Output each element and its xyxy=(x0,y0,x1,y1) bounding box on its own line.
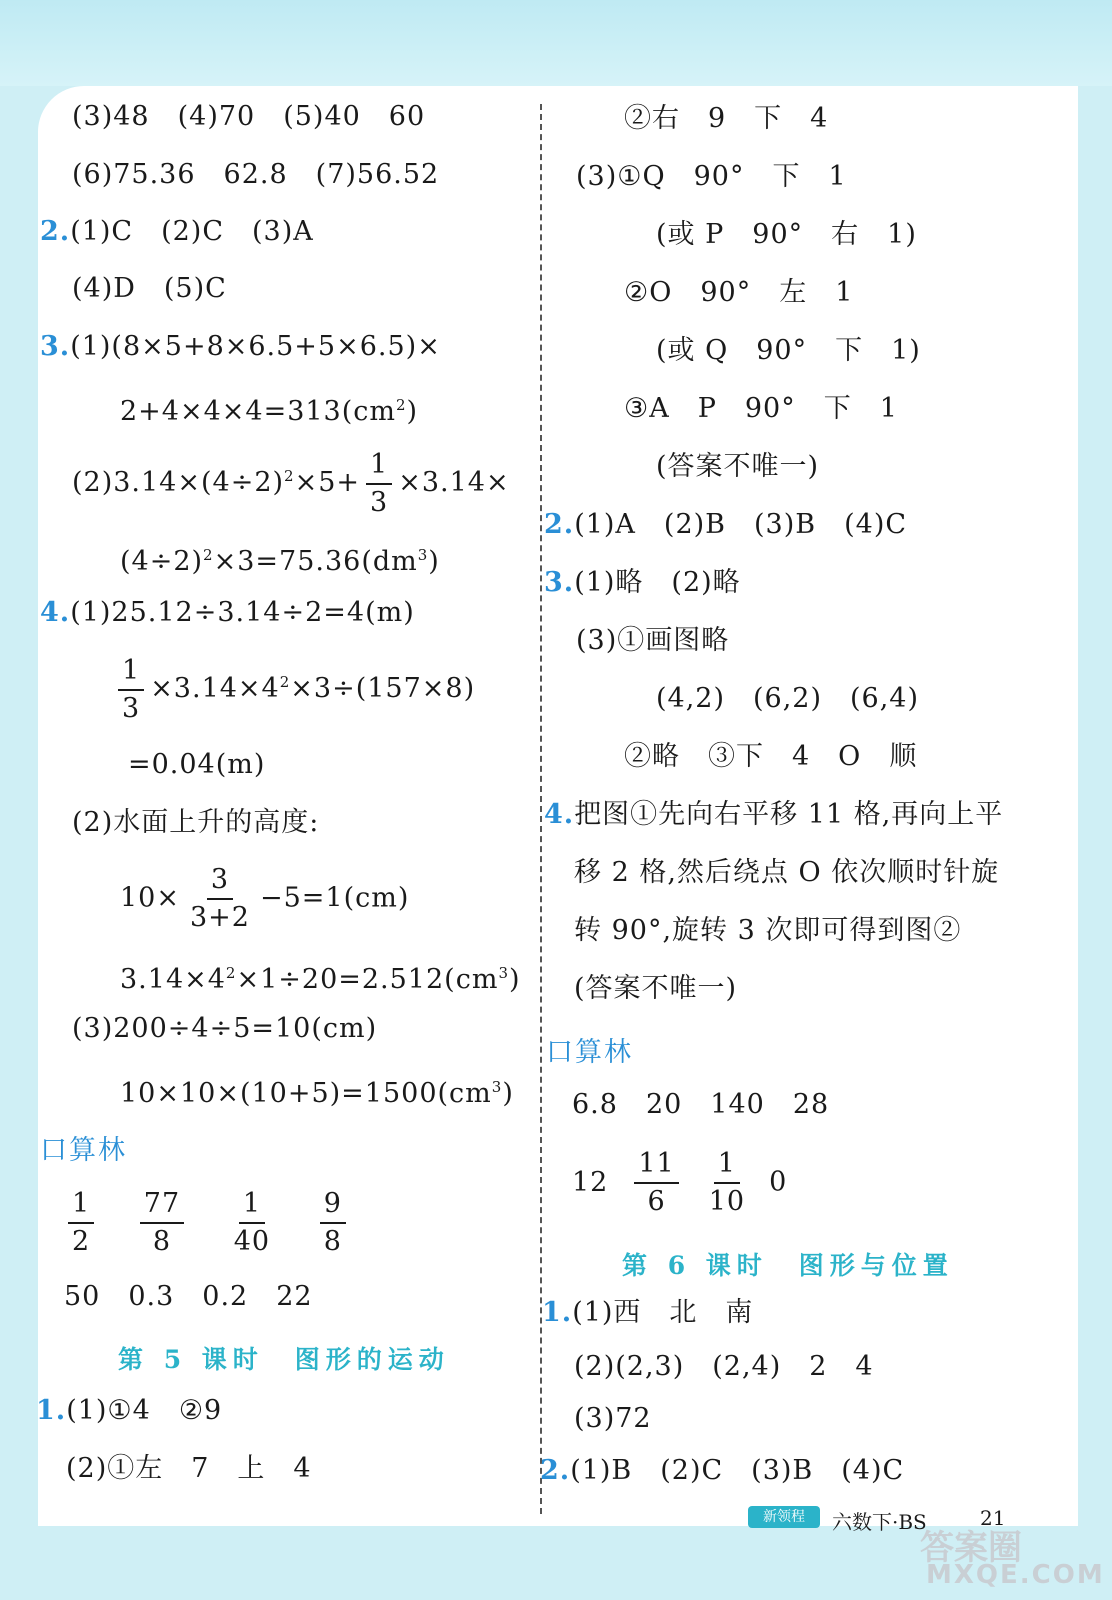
right-line-21: (3)72 xyxy=(574,1403,652,1434)
left-line-11: =0.04(m) xyxy=(128,749,266,780)
expr-part: 3.14×4 xyxy=(120,964,226,995)
numerator: 1 xyxy=(239,1186,265,1224)
expr-part: ) xyxy=(406,396,419,427)
fraction xyxy=(186,862,254,936)
numerator: 9 xyxy=(320,1186,346,1224)
denominator: 3 xyxy=(122,692,141,724)
expr-part: ×3÷(157×8) xyxy=(290,673,476,704)
question-number: 2. xyxy=(40,216,71,247)
right-line-14: 移 2 格,然后绕点 O 依次顺时针旋 xyxy=(574,857,1000,888)
answer-text: 把图①先向右平移 11 格,再向上平 xyxy=(574,799,1004,830)
denominator: 3+2 xyxy=(189,902,250,933)
numerator: 1 xyxy=(68,1186,94,1224)
fraction xyxy=(320,1186,346,1260)
answer-text: (1)C (2)C (3)A xyxy=(70,216,314,247)
expr-part: 10×10×(10+5)=1500(cm xyxy=(120,1078,492,1109)
expr-part: ×3.14×4 xyxy=(150,673,280,704)
left-q4 xyxy=(40,596,415,630)
denominator: 3 xyxy=(370,486,389,518)
page-number: 21 xyxy=(980,1506,1006,1530)
denominator: 10 xyxy=(708,1186,746,1217)
denominator: 2 xyxy=(72,1226,91,1257)
expr-part: 2+4×4×4=313(cm xyxy=(120,396,396,427)
numerator: 3 xyxy=(207,862,233,900)
right-line-16: (答案不唯一) xyxy=(574,973,738,1004)
right-line-6: ③A P 90° 下 1 xyxy=(624,393,898,424)
right-line-5: (或 Q 90° 下 1) xyxy=(656,335,921,366)
exponent: 2 xyxy=(284,467,295,485)
right-line-15: 转 90°,旋转 3 次即可得到图② xyxy=(574,915,962,946)
left-line-7 xyxy=(72,446,510,521)
left-line-16 xyxy=(120,1070,514,1111)
fraction xyxy=(140,1186,184,1260)
exponent: 2 xyxy=(279,673,291,691)
left-line-14 xyxy=(120,956,521,997)
numerator: 11 xyxy=(634,1146,678,1184)
denominator: 8 xyxy=(152,1226,172,1257)
exponent: 2 xyxy=(396,396,407,414)
left-q3 xyxy=(40,330,441,364)
expr-part: ) xyxy=(502,1078,514,1109)
left-line-2: (6)75.36 62.8 (7)56.52 xyxy=(72,159,440,190)
right-line-2: (3)①Q 90° 下 1 xyxy=(576,161,847,192)
right-line-20: (2)(2,3) (2,4) 2 4 xyxy=(574,1351,874,1382)
right-q3 xyxy=(544,566,741,600)
section-kousuan-left: 口算林 xyxy=(40,1135,127,1166)
denominator: 40 xyxy=(233,1226,271,1257)
left-line-6 xyxy=(120,388,418,429)
expr-part: ) xyxy=(508,964,521,995)
numerator: 1 xyxy=(366,447,392,485)
right-line-4: ②O 90° 左 1 xyxy=(624,277,854,308)
lesson-6-title: 第 6 课时 图形与位置 xyxy=(622,1251,954,1280)
expr-part: ×1÷20=2.512(cm xyxy=(236,964,499,995)
expr-part: ×5+ xyxy=(294,467,361,498)
answer-text: (1)(8×5+8×6.5+5×6.5)× xyxy=(70,331,441,362)
question-number: 1. xyxy=(36,1395,67,1426)
left-line-15: (3)200÷4÷5=10(cm) xyxy=(72,1013,378,1044)
right-line-10: (3)①画图略 xyxy=(576,625,730,656)
numerator: 77 xyxy=(140,1186,184,1224)
right-fraction-row xyxy=(572,1146,787,1220)
expr-part: (2)3.14×(4÷2) xyxy=(72,467,285,498)
question-number: 1. xyxy=(542,1297,573,1328)
section-kousuan-right: 口算林 xyxy=(546,1037,633,1068)
fraction xyxy=(118,653,144,727)
fraction xyxy=(366,447,392,521)
exponent: 3 xyxy=(417,546,429,564)
left-q2 xyxy=(40,215,314,249)
brand-badge: 新领程 xyxy=(748,1506,820,1528)
left-line-1: (3)48 (4)70 (5)40 60 xyxy=(72,101,426,132)
question-number: 3. xyxy=(40,331,71,362)
answer-text: (1)略 (2)略 xyxy=(574,567,741,598)
expr-part: 10× xyxy=(120,882,180,914)
left-q1 xyxy=(36,1394,222,1428)
question-number: 2. xyxy=(540,1455,571,1486)
expr-part: ×3.14× xyxy=(398,467,510,498)
exponent: 3 xyxy=(491,1078,503,1096)
question-number: 4. xyxy=(40,597,71,628)
right-q2 xyxy=(544,508,907,542)
expr-part: 0 xyxy=(769,1166,788,1198)
right-q4 xyxy=(544,798,1003,832)
right-line-7: (答案不唯一) xyxy=(656,451,820,482)
question-number: 2. xyxy=(544,509,575,540)
left-line-4: (4)D (5)C xyxy=(72,273,227,304)
left-line-19: (2)①左 7 上 4 xyxy=(66,1453,312,1484)
exponent: 3 xyxy=(498,964,509,982)
numerator: 1 xyxy=(714,1146,740,1184)
question-number: 4. xyxy=(544,799,575,830)
answer-text: (1)B (2)C (3)B (4)C xyxy=(570,1455,905,1486)
top-band xyxy=(0,0,1112,86)
left-line-8 xyxy=(120,538,440,579)
answer-text: (1)A (2)B (3)B (4)C xyxy=(574,509,908,540)
watermark-url: MXQE.COM xyxy=(926,1560,1105,1590)
exponent: 2 xyxy=(225,964,237,982)
expr-part: ×3=75.36(dm xyxy=(213,546,418,577)
left-line-10 xyxy=(112,652,475,727)
left-line-13 xyxy=(120,862,409,936)
question-number: 3. xyxy=(544,567,575,598)
fraction xyxy=(68,1186,94,1260)
left-fraction-row xyxy=(62,1186,352,1260)
expr-part: 12 xyxy=(572,1166,609,1198)
exponent: 2 xyxy=(203,546,214,564)
right-q1 xyxy=(542,1296,753,1330)
fraction xyxy=(230,1186,274,1260)
right-line-1: ②右 9 下 4 xyxy=(624,103,829,134)
left-line-17: 50 0.3 0.2 22 xyxy=(64,1281,313,1312)
fraction xyxy=(634,1146,678,1220)
numerator: 1 xyxy=(118,653,144,691)
denominator: 8 xyxy=(323,1226,342,1257)
watermark-logo: 答案圈 xyxy=(920,1528,1022,1568)
answer-text: (1)25.12÷3.14÷2=4(m) xyxy=(70,597,415,628)
right-line-3: (或 P 90° 右 1) xyxy=(656,219,917,250)
expr-part: ) xyxy=(428,546,440,577)
denominator: 6 xyxy=(647,1186,666,1217)
fraction xyxy=(705,1146,749,1220)
right-line-17: 6.8 20 140 28 xyxy=(572,1089,830,1120)
expr-part: −5=1(cm) xyxy=(259,882,410,914)
right-line-11: (4,2) (6,2) (6,4) xyxy=(656,683,920,714)
lesson-5-title: 第 5 课时 图形的运动 xyxy=(118,1345,450,1374)
footer-subject: 六数下·BS xyxy=(832,1510,927,1534)
right-q2b xyxy=(540,1454,904,1488)
answer-text: (1)①4 ②9 xyxy=(66,1395,223,1426)
expr-part: (4÷2) xyxy=(120,546,204,577)
right-line-12: ②略 ③下 4 O 顺 xyxy=(624,741,918,772)
answer-text: (1)西 北 南 xyxy=(572,1297,754,1328)
left-line-12: (2)水面上升的高度: xyxy=(72,807,320,838)
